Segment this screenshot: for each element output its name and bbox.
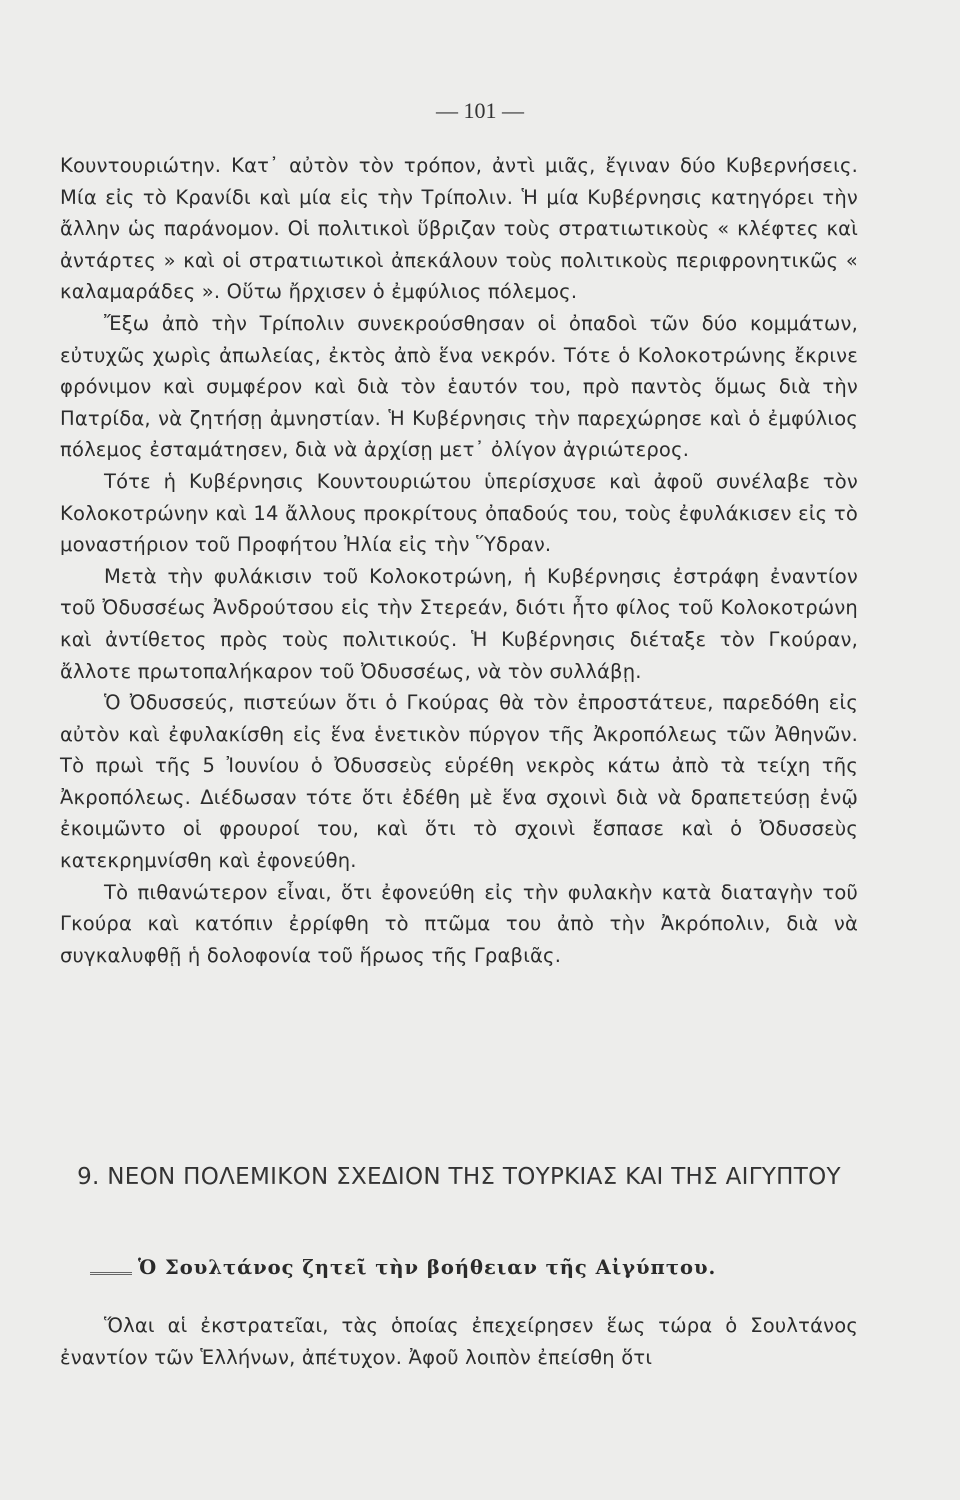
main-text xyxy=(60,150,858,971)
paragraph-5: Ὁ Ὀδυσσεύς, πιστεύων ὅτι ὁ Γκούρας θὰ τὸν ἐπροστάτευε, παρεδόθη εἰς αὐτὸν καὶ ἐφυλακίσθη εἰς ἕνα ἑνετικὸν πύργον τῆς Ἀκροπόλεως τῶν Ἀθηνῶν. Τὸ πρωὶ τῆς 5 Ἰουνίου ὁ Ὀδυσσεὺς εὑρέθη νεκρὸς κάτω ἀπὸ τὰ τείχη τῆς Ἀκροπόλεως. Διέδωσαν τότε ὅτι ἐδέθη μὲ ἕνα σχοινὶ διὰ νὰ δραπετεύσῃ ἐνῷ ἐκοιμῶντο οἱ φρουροί του, καὶ ὅτι τὸ σχοινὶ ἔσπασε καὶ ὁ Ὀδυσσεὺς κατεκρημνίσθη καὶ ἐφονεύθη. xyxy=(60,691,858,873)
subheading xyxy=(90,1256,830,1279)
paragraph-1: Κουντουριώτην. Κατ᾿ αὐτὸν τὸν τρόπον, ἀντὶ μιᾶς, ἔγιναν δύο Κυβερνήσεις. Μία εἰς τὸ Κρανίδι καὶ μία εἰς τὴν Τρίπολιν. Ἡ μία Κυβέρνησις κατηγόρει τὴν ἄλλην ὡς παράνομον. Οἱ πολιτικοὶ ὕβριζαν τοὺς στρατιωτικοὺς « κλέφτες καὶ ἀντάρτες » καὶ οἱ στρατιωτικοὶ ἀπεκάλουν τοὺς πολιτικοὺς περιφρονητικῶς « καλαμαράδες ». Οὕτω ἤρχισεν ὁ ἐμφύλιος πόλεμος. xyxy=(60,154,858,304)
paragraph-7: Ὅλαι αἱ ἐκστρατεῖαι, τὰς ὁποίας ἐπεχείρησεν ἕως τώρα ὁ Σουλτάνος ἐναντίον τῶν Ἑλλήνων, ἀπέτυχον. Ἀφοῦ λοιπὸν ἐπείσθη ὅτι xyxy=(60,1314,858,1369)
paragraph-2: Ἔξω ἀπὸ τὴν Τρίπολιν συνεκρούσθησαν οἱ ὀπαδοὶ τῶν δύο κομμάτων, εὐτυχῶς χωρὶς ἀπωλείας, ἐκτὸς ἀπὸ ἕνα νεκρόν. Τότε ὁ Κολοκοτρώνης ἔκρινε φρόνιμον καὶ συμφέρον καὶ διὰ τὸν ἑαυτόν του, πρὸ παντὸς ὅμως διὰ τὴν Πατρίδα, νὰ ζητήσῃ ἀμνηστίαν. Ἡ Κυβέρνησις τὴν παρεχώρησε καὶ ὁ ἐμφύλιος πόλεμος ἐσταμάτησεν, διὰ νὰ ἀρχίσῃ μετ᾿ ὀλίγον ἀγριώτερος. xyxy=(60,311,858,462)
paragraph-4: Μετὰ τὴν φυλάκισιν τοῦ Κολοκοτρώνη, ἡ Κυβέρνησις ἐστράφη ἐναντίον τοῦ Ὀδυσσέως Ἀνδρούτσου εἰς τὴν Στερεάν, διότι ἦτο φίλος τοῦ Κολοκοτρώνη καὶ ἀντίθετος πρὸς τοὺς πολιτικούς. Ἡ Κυβέρνησις διέταξε τὸν Γκούραν, ἄλλοτε πρωτοπαλήκαρον τοῦ Ὀδυσσέως, νὰ τὸν συλλάβῃ. xyxy=(60,564,858,683)
paragraph-6: Τὸ πιθανώτερον εἶναι, ὅτι ἐφονεύθη εἰς τὴν φυλακὴν κατὰ διαταγὴν τοῦ Γκούρα καὶ κατόπιν ἐρρίφθη τὸ πτῶμα του ἀπὸ τὴν Ἀκρόπολιν, διὰ νὰ συγκαλυφθῇ ἡ δολοφονία τοῦ ἥρωος τῆς Γραβιᾶς. xyxy=(60,880,858,967)
final-text xyxy=(60,1310,858,1373)
page-number: — 101 — xyxy=(436,98,524,123)
paragraph-3: Τότε ἡ Κυβέρνησις Κουντουριώτου ὑπερίσχυσε καὶ ἀφοῦ συνέλαβε τὸν Κολοκοτρώνην καὶ 14 ἄλλους προκρίτους ὀπαδούς του, τοὺς ἐφυλάκισεν εἰς τὸ μοναστήριον τοῦ Προφήτου Ἠλία εἰς τὴν Ὕδραν. xyxy=(60,469,858,557)
subheading-text: Ὁ Σουλτάνος ζητεῖ τὴν βοήθειαν τῆς Αἰγύπτου. xyxy=(138,1256,717,1279)
section-heading: 9. ΝΕΟΝ ΠΟΛΕΜΙΚΟΝ ΣΧΕΔΙΟΝ ΤΗΣ ΤΟΥΡΚΙΑΣ ΚΑΙ ΤΗΣ ΑΙΓΥΠΤΟΥ xyxy=(77,1164,841,1190)
hand-pointer-icon xyxy=(90,1262,132,1275)
